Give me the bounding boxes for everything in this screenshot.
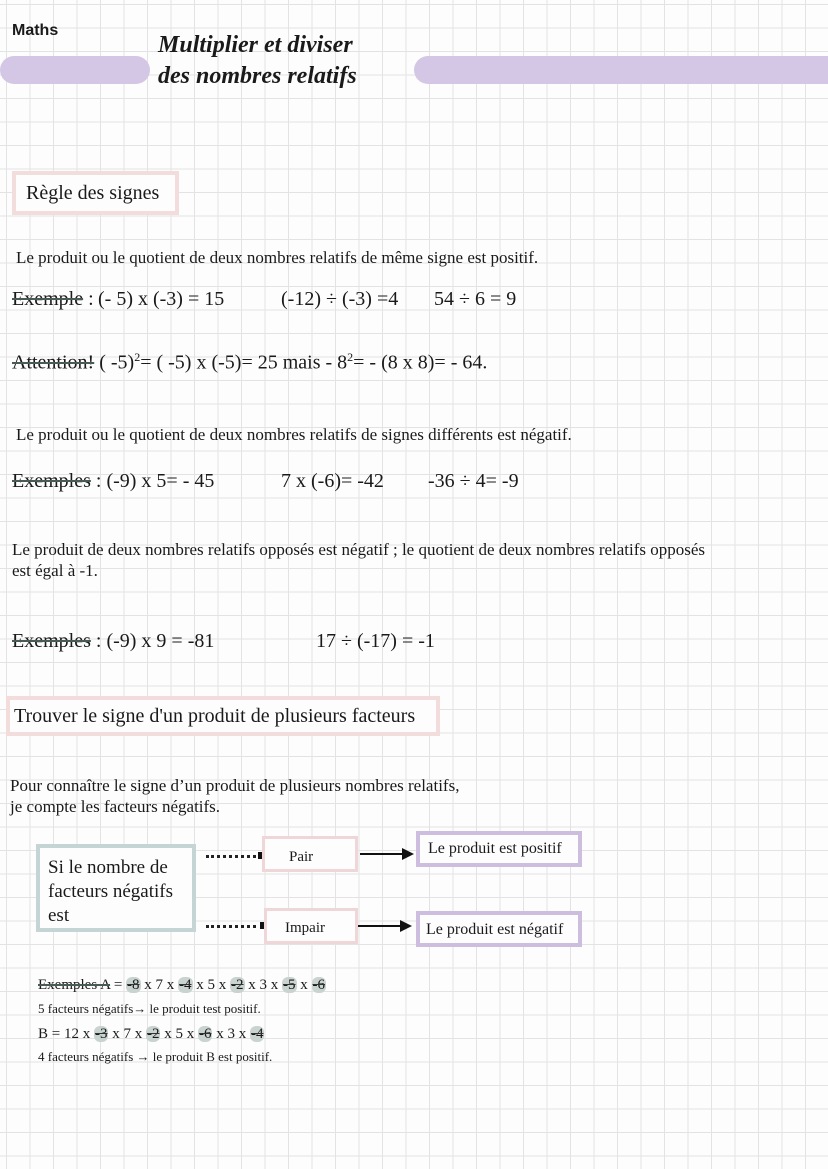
examples-label-3: Exemples bbox=[12, 630, 91, 652]
example-b-mid-3: x 3 x bbox=[212, 1026, 250, 1042]
example-b-factor-1: -3 bbox=[94, 1026, 108, 1042]
attention-exponent-1: 2 bbox=[134, 350, 141, 364]
intro-line-2: je compte les facteurs négatifs. bbox=[10, 797, 221, 816]
example-b-factor-4: -4 bbox=[250, 1026, 264, 1042]
section-heading-product-sign bbox=[6, 696, 440, 736]
attention-line bbox=[12, 350, 487, 375]
section-heading-signs-text: Règle des signes bbox=[26, 182, 160, 204]
arrow-odd-line bbox=[358, 925, 402, 927]
even-box bbox=[262, 836, 358, 872]
example-line-2 bbox=[12, 470, 214, 493]
arrow-even-icon bbox=[402, 848, 414, 860]
example-1a: (- 5) x (-3) = 15 bbox=[98, 288, 225, 310]
attention-part-3: = - (8 x 8)= - 64. bbox=[353, 351, 488, 374]
intro-text bbox=[10, 775, 459, 817]
example-a-eq: = bbox=[110, 977, 127, 993]
odd-box bbox=[264, 908, 358, 944]
example-2b: 7 x (-6)= -42 bbox=[281, 470, 384, 492]
example-a-mid-1: x 7 x bbox=[140, 977, 179, 993]
examples-separator: : bbox=[90, 470, 107, 492]
rule-same-sign: Le produit ou le quotient de deux nombres relatifs de même signe est positif. bbox=[16, 248, 539, 267]
example-a-factor-2: -4 bbox=[179, 977, 192, 993]
example-separator: : bbox=[83, 288, 94, 310]
arrow-even-line bbox=[360, 853, 404, 855]
example-line-3 bbox=[12, 630, 214, 653]
example-b-mid-2: x 5 x bbox=[160, 1026, 198, 1042]
example-b-line bbox=[38, 1026, 264, 1043]
arrow-odd-icon bbox=[400, 920, 412, 932]
connector-even bbox=[206, 855, 256, 858]
attention-label: Attention! bbox=[12, 351, 95, 374]
example-b-start: B = 12 x bbox=[38, 1026, 94, 1042]
example-b-factor-2: -2 bbox=[146, 1026, 160, 1042]
title-line-1: Multiplier et diviser bbox=[158, 32, 353, 58]
example-a-line bbox=[38, 977, 326, 994]
example-line-1 bbox=[12, 288, 94, 311]
examples-separator-3: : bbox=[90, 630, 107, 652]
condition-line-3: est bbox=[48, 905, 70, 926]
example-a-factor-5: -6 bbox=[312, 977, 326, 993]
even-label: Pair bbox=[289, 849, 314, 865]
title-band-left bbox=[0, 56, 150, 84]
page-title bbox=[158, 30, 357, 92]
rule-opposite bbox=[12, 539, 812, 581]
result-positive-text: Le produit est positif bbox=[428, 840, 562, 857]
attention-part-1: ( -5) bbox=[94, 351, 135, 374]
result-negative-text: Le produit est négatif bbox=[426, 921, 564, 938]
connector-odd bbox=[206, 925, 256, 928]
rule-different-sign: Le produit ou le quotient de deux nombres relatifs de signes différents est négatif. bbox=[16, 425, 572, 444]
example-3a: (-9) x 9 = -81 bbox=[106, 630, 215, 652]
examples-label: Exemples bbox=[12, 470, 91, 492]
subject-label: Maths bbox=[12, 22, 59, 39]
example-label: Exemple bbox=[12, 288, 84, 310]
example-a-label: Exemples A bbox=[38, 977, 111, 993]
example-a-mid-4: x bbox=[296, 977, 312, 993]
attention-part-2: = ( -5) x (-5)= 25 mais - 8 bbox=[140, 351, 348, 374]
example-a-mid-3: x 3 x bbox=[244, 977, 283, 993]
rule-opposite-line-1: Le produit de deux nombres relatifs opposés est négatif ; le quotient de deux nombres relatifs opposés bbox=[12, 540, 706, 559]
intro-line-1: Pour connaître le signe d’un produit de plusieurs nombres relatifs, bbox=[10, 776, 460, 795]
example-2c: -36 ÷ 4= -9 bbox=[428, 470, 519, 492]
example-a-factor-4: -5 bbox=[283, 977, 296, 993]
example-3b: 17 ÷ (-17) = -1 bbox=[316, 630, 435, 652]
result-negative-box bbox=[416, 911, 582, 947]
result-positive-box bbox=[416, 831, 582, 867]
title-line-2: des nombres relatifs bbox=[158, 63, 357, 89]
title-band-right bbox=[414, 56, 828, 84]
condition-line-2: facteurs négatifs bbox=[48, 881, 174, 902]
example-a-mid-2: x 5 x bbox=[192, 977, 231, 993]
attention-exponent-2: 2 bbox=[347, 350, 354, 364]
example-1c: 54 ÷ 6 = 9 bbox=[434, 288, 517, 310]
section-heading-signs bbox=[12, 171, 179, 215]
example-1b: (-12) ÷ (-3) =4 bbox=[281, 288, 399, 310]
example-b-note: 4 facteurs négatifs → le produit B est positif. bbox=[38, 1049, 273, 1064]
example-a-note: 5 facteurs négatifs→ le produit test positif. bbox=[38, 1001, 261, 1016]
example-2a: (-9) x 5= - 45 bbox=[106, 470, 215, 492]
condition-box bbox=[36, 844, 196, 932]
example-a-factor-3: -2 bbox=[231, 977, 244, 993]
rule-opposite-line-2: est égal à -1. bbox=[12, 561, 98, 580]
example-b-factor-3: -6 bbox=[198, 1026, 212, 1042]
example-b-mid-1: x 7 x bbox=[108, 1026, 146, 1042]
odd-label: Impair bbox=[285, 920, 325, 936]
section-heading-product-sign-text: Trouver le signe d'un produit de plusieurs facteurs bbox=[14, 705, 416, 727]
condition-line-1: Si le nombre de bbox=[48, 857, 168, 878]
example-a-factor-1: -8 bbox=[127, 977, 140, 993]
